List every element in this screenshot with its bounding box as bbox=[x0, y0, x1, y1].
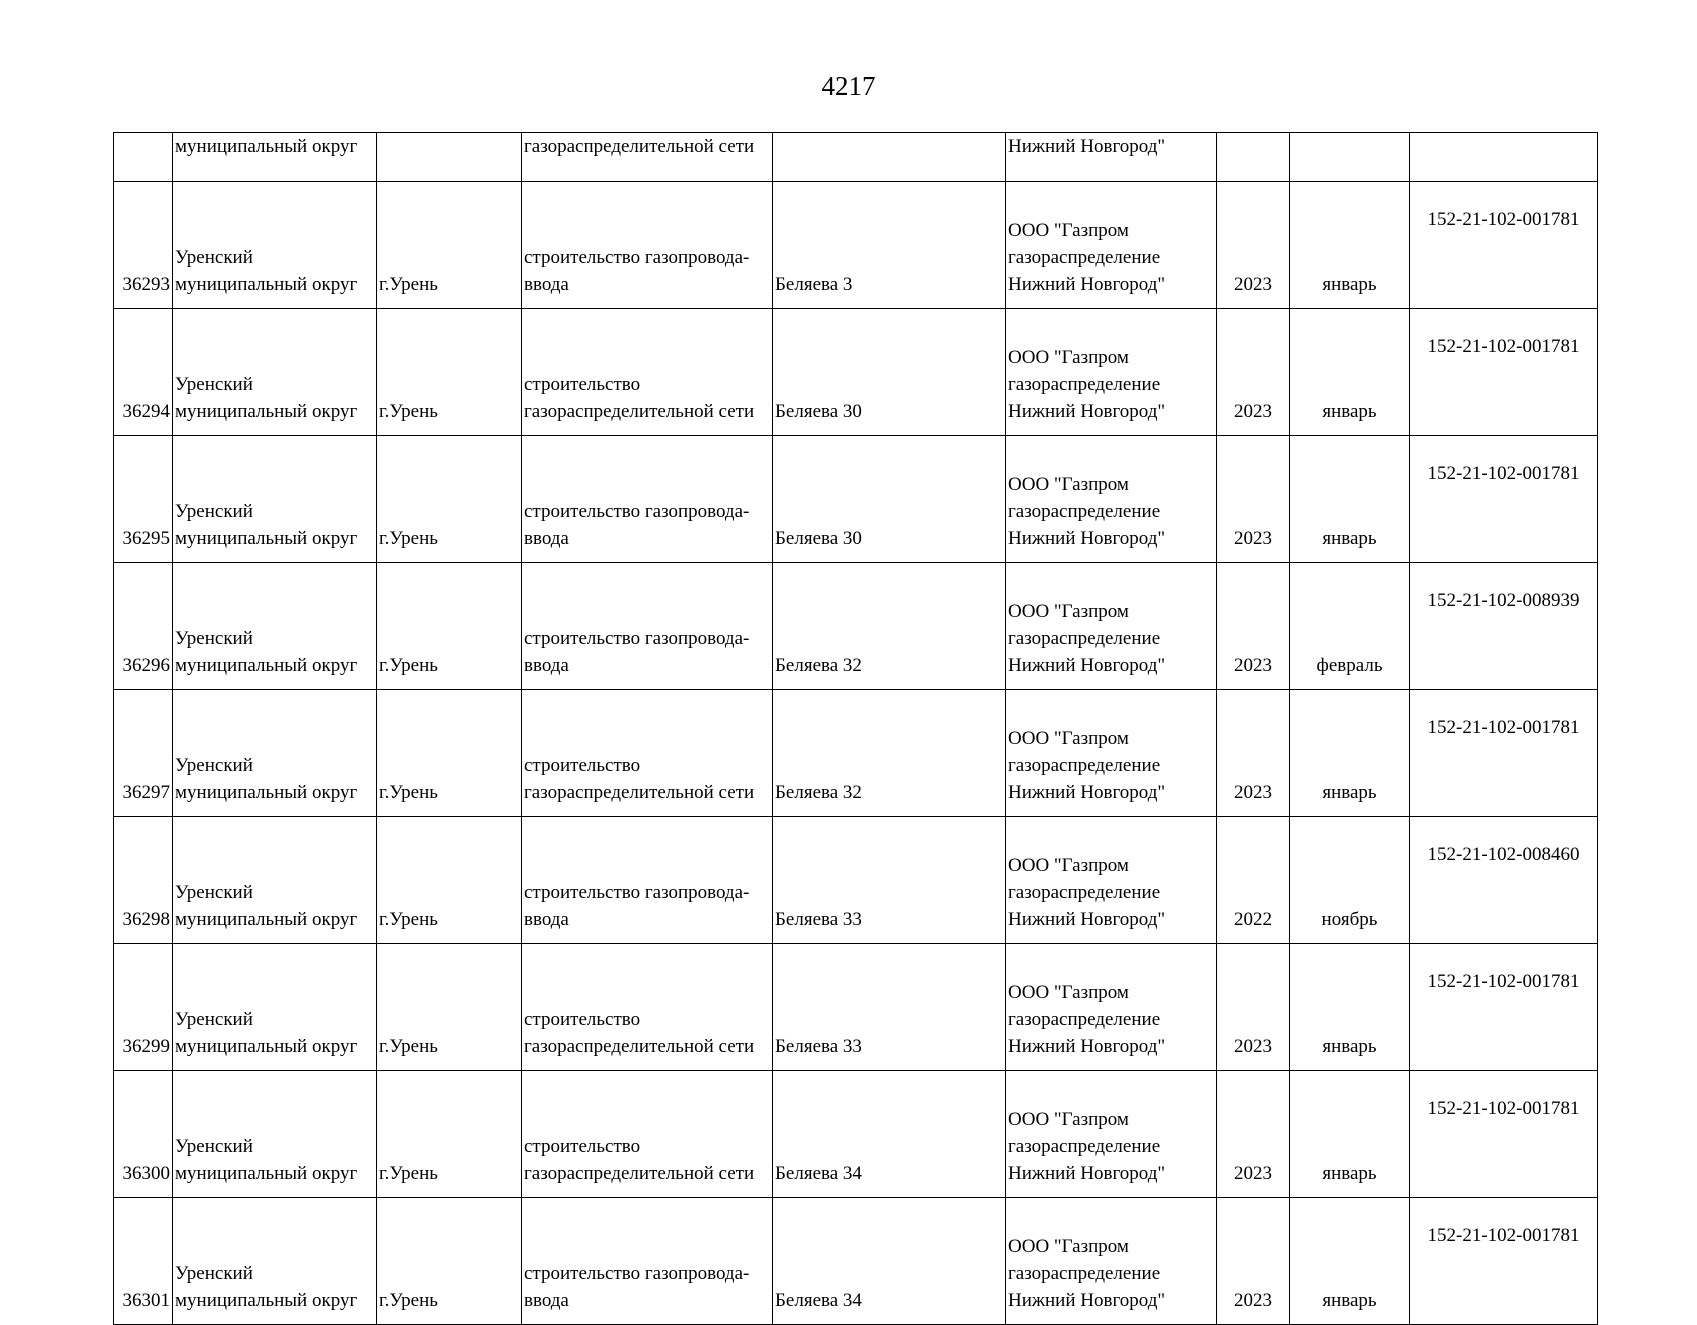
cell-operator-line: Нижний Новгород" bbox=[1008, 1290, 1166, 1311]
cell-month: январь bbox=[1290, 1071, 1410, 1198]
cell-work-type bbox=[522, 309, 773, 436]
cell-address: Беляева 3 bbox=[773, 182, 1006, 309]
cell-locality: г.Урень bbox=[377, 182, 522, 309]
cell-code bbox=[1410, 133, 1598, 182]
cell-locality: г.Урень bbox=[377, 1071, 522, 1198]
continuation-row bbox=[114, 133, 1598, 182]
cell-operator bbox=[1006, 690, 1217, 817]
cell-locality bbox=[377, 133, 522, 182]
cell-district-line: Уренский bbox=[175, 1136, 253, 1157]
cell-locality: г.Урень bbox=[377, 690, 522, 817]
cell-work-type bbox=[522, 1071, 773, 1198]
cell-year: 2023 bbox=[1217, 436, 1290, 563]
cell-month: февраль bbox=[1290, 563, 1410, 690]
cell-code: 152-21-102-001781 bbox=[1410, 690, 1598, 817]
cell-address: Беляева 34 bbox=[773, 1071, 1006, 1198]
cell-locality: г.Урень bbox=[377, 944, 522, 1071]
table-row bbox=[114, 309, 1598, 436]
cell-number: 36294 bbox=[114, 309, 173, 436]
cell-address bbox=[773, 133, 1006, 182]
cell-operator-line: Нижний Новгород" bbox=[1008, 655, 1166, 676]
cell-district-line: муниципальный округ bbox=[175, 1290, 358, 1311]
cell-number: 36299 bbox=[114, 944, 173, 1071]
cell-district: муниципальный округ bbox=[173, 133, 377, 182]
cell-month: январь bbox=[1290, 182, 1410, 309]
cell-year: 2023 bbox=[1217, 309, 1290, 436]
gas-register-table bbox=[113, 132, 1598, 1325]
cell-district-line: муниципальный округ bbox=[175, 782, 358, 803]
cell-operator-line: Нижний Новгород" bbox=[1008, 782, 1166, 803]
cell-work-type-line: газораспределительной сети bbox=[524, 1163, 755, 1184]
cell-address: Беляева 32 bbox=[773, 690, 1006, 817]
table-row bbox=[114, 1198, 1598, 1325]
cell-month: январь bbox=[1290, 1198, 1410, 1325]
cell-work-type-line: ввода bbox=[524, 909, 569, 930]
cell-operator-line: ООО "Газпром bbox=[1008, 347, 1129, 368]
cell-year: 2023 bbox=[1217, 690, 1290, 817]
table-row bbox=[114, 944, 1598, 1071]
cell-year: 2023 bbox=[1217, 944, 1290, 1071]
cell-district-line: муниципальный округ bbox=[175, 401, 358, 422]
cell-district-line: муниципальный округ bbox=[175, 528, 358, 549]
table-row bbox=[114, 563, 1598, 690]
cell-work-type bbox=[522, 436, 773, 563]
cell-district bbox=[173, 563, 377, 690]
cell-district-line: муниципальный округ bbox=[175, 1163, 358, 1184]
cell-locality: г.Урень bbox=[377, 817, 522, 944]
cell-operator-line: газораспределение bbox=[1008, 882, 1161, 903]
cell-work-type-line: строительство газопровода- bbox=[524, 1263, 750, 1284]
table-body bbox=[114, 133, 1598, 1325]
cell-operator-line: ООО "Газпром bbox=[1008, 220, 1129, 241]
cell-operator-line: газораспределение bbox=[1008, 628, 1161, 649]
cell-work-type-line: строительство bbox=[524, 755, 641, 776]
cell-code: 152-21-102-001781 bbox=[1410, 1071, 1598, 1198]
cell-operator-line: газораспределение bbox=[1008, 374, 1161, 395]
cell-number: 36293 bbox=[114, 182, 173, 309]
cell-district-line: Уренский bbox=[175, 882, 253, 903]
cell-address: Беляева 30 bbox=[773, 309, 1006, 436]
cell-work-type bbox=[522, 563, 773, 690]
cell-operator-line: Нижний Новгород" bbox=[1008, 1036, 1166, 1057]
cell-work-type-line: ввода bbox=[524, 274, 569, 295]
cell-number: 36295 bbox=[114, 436, 173, 563]
cell-operator-line: ООО "Газпром bbox=[1008, 601, 1129, 622]
cell-year: 2022 bbox=[1217, 817, 1290, 944]
cell-year: 2023 bbox=[1217, 182, 1290, 309]
cell-district bbox=[173, 1198, 377, 1325]
cell-work-type-line: газораспределительной сети bbox=[524, 782, 755, 803]
table-row bbox=[114, 817, 1598, 944]
cell-operator-line: Нижний Новгород" bbox=[1008, 528, 1166, 549]
cell-operator-line: ООО "Газпром bbox=[1008, 728, 1129, 749]
cell-locality: г.Урень bbox=[377, 1198, 522, 1325]
cell-operator-line: газораспределение bbox=[1008, 247, 1161, 268]
cell-work-type: газораспределительной сети bbox=[522, 133, 773, 182]
cell-code: 152-21-102-001781 bbox=[1410, 1198, 1598, 1325]
cell-operator-line: газораспределение bbox=[1008, 1263, 1161, 1284]
cell-district bbox=[173, 817, 377, 944]
cell-district bbox=[173, 309, 377, 436]
cell-district bbox=[173, 944, 377, 1071]
cell-number: 36301 bbox=[114, 1198, 173, 1325]
cell-work-type-line: газораспределительной сети bbox=[524, 401, 755, 422]
cell-locality: г.Урень bbox=[377, 436, 522, 563]
cell-code: 152-21-102-001781 bbox=[1410, 309, 1598, 436]
cell-address: Беляева 30 bbox=[773, 436, 1006, 563]
cell-operator bbox=[1006, 1071, 1217, 1198]
cell-operator bbox=[1006, 182, 1217, 309]
table-row bbox=[114, 436, 1598, 563]
cell-operator-line: газораспределение bbox=[1008, 1009, 1161, 1030]
cell-operator-line: газораспределение bbox=[1008, 501, 1161, 522]
cell-year: 2023 bbox=[1217, 1198, 1290, 1325]
cell-district-line: Уренский bbox=[175, 755, 253, 776]
cell-year: 2023 bbox=[1217, 1071, 1290, 1198]
cell-locality: г.Урень bbox=[377, 309, 522, 436]
cell-work-type bbox=[522, 690, 773, 817]
cell-operator-line: ООО "Газпром bbox=[1008, 1109, 1129, 1130]
cell-address: Беляева 33 bbox=[773, 817, 1006, 944]
cell-district-line: Уренский bbox=[175, 628, 253, 649]
cell-work-type bbox=[522, 817, 773, 944]
cell-work-type bbox=[522, 182, 773, 309]
cell-district-line: муниципальный округ bbox=[175, 1036, 358, 1057]
cell-month: январь bbox=[1290, 690, 1410, 817]
cell-number: 36298 bbox=[114, 817, 173, 944]
cell-operator: Нижний Новгород" bbox=[1006, 133, 1217, 182]
cell-month: январь bbox=[1290, 309, 1410, 436]
cell-operator-line: Нижний Новгород" bbox=[1008, 274, 1166, 295]
cell-address: Беляева 32 bbox=[773, 563, 1006, 690]
cell-district bbox=[173, 182, 377, 309]
cell-work-type-line: газораспределительной сети bbox=[524, 1036, 755, 1057]
cell-district bbox=[173, 436, 377, 563]
cell-month: январь bbox=[1290, 436, 1410, 563]
cell-district-line: Уренский bbox=[175, 247, 253, 268]
cell-month: январь bbox=[1290, 944, 1410, 1071]
page-number: 4217 bbox=[821, 71, 876, 101]
cell-code: 152-21-102-001781 bbox=[1410, 436, 1598, 563]
cell-operator bbox=[1006, 309, 1217, 436]
cell-operator-line: ООО "Газпром bbox=[1008, 474, 1129, 495]
cell-operator bbox=[1006, 563, 1217, 690]
cell-work-type-line: ввода bbox=[524, 528, 569, 549]
cell-district-line: Уренский bbox=[175, 374, 253, 395]
cell-operator bbox=[1006, 817, 1217, 944]
cell-address: Беляева 34 bbox=[773, 1198, 1006, 1325]
cell-number: 36297 bbox=[114, 690, 173, 817]
cell-year: 2023 bbox=[1217, 563, 1290, 690]
cell-locality: г.Урень bbox=[377, 563, 522, 690]
cell-district-line: Уренский bbox=[175, 501, 253, 522]
cell-work-type-line: строительство bbox=[524, 1009, 641, 1030]
cell-address: Беляева 33 bbox=[773, 944, 1006, 1071]
cell-operator-line: ООО "Газпром bbox=[1008, 1236, 1129, 1257]
cell-district bbox=[173, 690, 377, 817]
table-row bbox=[114, 1071, 1598, 1198]
cell-code: 152-21-102-008939 bbox=[1410, 563, 1598, 690]
cell-work-type-line: строительство газопровода- bbox=[524, 501, 750, 522]
cell-work-type-line: строительство bbox=[524, 374, 641, 395]
cell-number bbox=[114, 133, 173, 182]
cell-code: 152-21-102-001781 bbox=[1410, 182, 1598, 309]
cell-year bbox=[1217, 133, 1290, 182]
cell-work-type-line: строительство газопровода- bbox=[524, 628, 750, 649]
table-row bbox=[114, 690, 1598, 817]
cell-work-type bbox=[522, 944, 773, 1071]
cell-operator-line: ООО "Газпром bbox=[1008, 982, 1129, 1003]
cell-district-line: Уренский bbox=[175, 1263, 253, 1284]
cell-month bbox=[1290, 133, 1410, 182]
cell-operator-line: Нижний Новгород" bbox=[1008, 401, 1166, 422]
cell-work-type-line: строительство bbox=[524, 1136, 641, 1157]
cell-code: 152-21-102-001781 bbox=[1410, 944, 1598, 1071]
cell-operator-line: газораспределение bbox=[1008, 755, 1161, 776]
cell-operator-line: газораспределение bbox=[1008, 1136, 1161, 1157]
cell-district bbox=[173, 1071, 377, 1198]
cell-operator bbox=[1006, 436, 1217, 563]
cell-operator bbox=[1006, 944, 1217, 1071]
cell-number: 36300 bbox=[114, 1071, 173, 1198]
cell-code: 152-21-102-008460 bbox=[1410, 817, 1598, 944]
cell-operator-line: ООО "Газпром bbox=[1008, 855, 1129, 876]
table-row bbox=[114, 182, 1598, 309]
cell-district-line: Уренский bbox=[175, 1009, 253, 1030]
cell-district-line: муниципальный округ bbox=[175, 274, 358, 295]
cell-work-type-line: строительство газопровода- bbox=[524, 247, 750, 268]
cell-number: 36296 bbox=[114, 563, 173, 690]
cell-district-line: муниципальный округ bbox=[175, 909, 358, 930]
cell-operator-line: Нижний Новгород" bbox=[1008, 909, 1166, 930]
cell-work-type bbox=[522, 1198, 773, 1325]
cell-work-type-line: ввода bbox=[524, 1290, 569, 1311]
cell-month: ноябрь bbox=[1290, 817, 1410, 944]
cell-operator-line: Нижний Новгород" bbox=[1008, 1163, 1166, 1184]
cell-work-type-line: строительство газопровода- bbox=[524, 882, 750, 903]
cell-operator bbox=[1006, 1198, 1217, 1325]
cell-district-line: муниципальный округ bbox=[175, 655, 358, 676]
cell-work-type-line: ввода bbox=[524, 655, 569, 676]
